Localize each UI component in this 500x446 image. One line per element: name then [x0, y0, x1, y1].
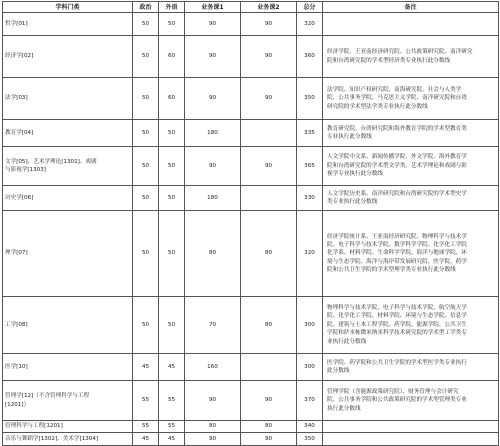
politics-cell: 45 [133, 433, 159, 446]
category-cell: 音乐与舞蹈学[1302]、美术学[1304] [3, 433, 133, 446]
politics-cell: 50 [133, 36, 159, 78]
course2-cell: 90 [241, 433, 297, 446]
politics-cell: 50 [133, 297, 159, 354]
category-cell: 文学[05]、艺术学理论[1301]、戏剧 与影视学[1303] [3, 147, 133, 186]
course2-cell [241, 120, 297, 147]
total-cell: 350 [297, 433, 323, 446]
note-cell: 教育研究院、台湾研究院和海外教育学院的学术型教育类 专业执行此分数线 [323, 120, 499, 147]
politics-cell: 50 [133, 186, 159, 211]
note-cell: 法学院、知识产权研究院、南海研究院、社会与人类学 院、公共事务学院、马克思主义学院、南洋研究院和台湾 研究院的学术型法学类专业执行此分数线 [323, 78, 499, 120]
total-cell: 330 [297, 186, 323, 211]
course2-cell [241, 354, 297, 381]
politics-cell: 50 [133, 147, 159, 186]
table-row [3, 381, 499, 421]
course1-cell: 180 [185, 186, 241, 211]
header-category: 学科门类 [3, 2, 133, 13]
note-cell: 医学院、药学院和公共卫生学院的学术型医学类专业执行 此分数线 [323, 354, 499, 381]
table-row [3, 13, 499, 36]
category-cell: 教育学[04] [3, 120, 133, 147]
note-cell: 经济学院、王亚南经济研究院、公共政策研究院、南洋研究 院和台湾研究院的学术型经济类专业执行此分数线 [323, 36, 499, 78]
course2-cell: 80 [241, 211, 297, 297]
politics-cell: 50 [133, 120, 159, 147]
table-body [3, 13, 499, 446]
table-row [3, 120, 499, 147]
total-cell: 365 [297, 147, 323, 186]
language-cell: 45 [159, 433, 185, 446]
language-cell: 55 [159, 421, 185, 433]
note-cell: 管理学院（含能源政策研究院）、财务管理与会计研究 院、公共事务学院和公共政策研究院的学术型管理类专业 执行此分数线 [323, 381, 499, 421]
table-row [3, 147, 499, 186]
language-cell: 50 [159, 186, 185, 211]
category-cell: 管理科学与工程[1201] [3, 421, 133, 433]
table-row [3, 36, 499, 78]
course1-cell: 80 [185, 421, 241, 433]
header-total: 总分 [297, 2, 323, 13]
language-cell: 50 [159, 211, 185, 297]
course1-cell: 90 [185, 13, 241, 36]
politics-cell: 50 [133, 13, 159, 36]
language-cell: 60 [159, 78, 185, 120]
course1-cell: 180 [185, 120, 241, 147]
language-cell: 50 [159, 147, 185, 186]
language-cell: 45 [159, 354, 185, 381]
table-row [3, 433, 499, 446]
total-cell: 300 [297, 354, 323, 381]
note-cell [323, 433, 499, 446]
course2-cell: 90 [241, 381, 297, 421]
note-cell: 物理科学与技术学院、电子科学与技术学院、航空航天学 院、化学化工学院、材料学院、环境与生态学院、信息学 院、建筑与土木工程学院、药学院、能源学院、公共卫生 学院和萨本栋微米纳米科学技术研究院的学术型工学类专 业执行此分数线 [323, 297, 499, 354]
language-cell: 50 [159, 120, 185, 147]
header-row [3, 2, 499, 13]
course2-cell: 80 [241, 421, 297, 433]
note-cell: 人文学院中文系、新闻传播学院、外文学院、海外教育学 院和台湾研究院的学术型文学类、艺术学理论和戏剧与影 视学专业执行此分数线 [323, 147, 499, 186]
politics-cell: 50 [133, 211, 159, 297]
course1-cell: 90 [185, 147, 241, 186]
category-cell: 工学[08] [3, 297, 133, 354]
score-table [2, 1, 499, 446]
total-cell: 350 [297, 78, 323, 120]
category-cell: 管理学[12]（不含管理科学与工程 [1201]） [3, 381, 133, 421]
total-cell: 335 [297, 120, 323, 147]
course1-cell: 90 [185, 78, 241, 120]
table-row [3, 297, 499, 354]
politics-cell: 50 [133, 78, 159, 120]
language-cell: 55 [159, 381, 185, 421]
course2-cell: 90 [241, 78, 297, 120]
course2-cell: 80 [241, 297, 297, 354]
course1-cell: 90 [185, 381, 241, 421]
category-cell: 经济学[02] [3, 36, 133, 78]
category-cell: 理学[07] [3, 211, 133, 297]
course2-cell: 90 [241, 36, 297, 78]
table-row [3, 186, 499, 211]
total-cell: 360 [297, 36, 323, 78]
language-cell: 60 [159, 36, 185, 78]
total-cell: 370 [297, 381, 323, 421]
total-cell: 320 [297, 13, 323, 36]
course1-cell: 90 [185, 433, 241, 446]
note-cell: 人文学院历史系、南洋研究院和台湾研究院的学术型史学 类专业执行此分数线 [323, 186, 499, 211]
category-cell: 哲学[01] [3, 13, 133, 36]
total-cell: 320 [297, 211, 323, 297]
total-cell: 340 [297, 421, 323, 433]
course2-cell: 90 [241, 147, 297, 186]
course1-cell: 90 [185, 36, 241, 78]
language-cell: 50 [159, 13, 185, 36]
course1-cell: 160 [185, 354, 241, 381]
header-politics: 政治 [133, 2, 159, 13]
header-note: 备注 [323, 2, 499, 13]
category-cell: 历史学[06] [3, 186, 133, 211]
table-row [3, 78, 499, 120]
table-row [3, 211, 499, 297]
politics-cell: 55 [133, 381, 159, 421]
header-language: 外语 [159, 2, 185, 13]
course2-cell: 90 [241, 13, 297, 36]
politics-cell: 45 [133, 354, 159, 381]
course1-cell: 70 [185, 297, 241, 354]
course1-cell: 80 [185, 211, 241, 297]
politics-cell: 55 [133, 421, 159, 433]
category-cell: 法学[03] [3, 78, 133, 120]
total-cell: 300 [297, 297, 323, 354]
language-cell: 50 [159, 297, 185, 354]
category-cell: 医学[10] [3, 354, 133, 381]
header-course1: 业务课1 [185, 2, 241, 13]
note-cell [323, 13, 499, 36]
header-course2: 业务课2 [241, 2, 297, 13]
table-row [3, 354, 499, 381]
course2-cell [241, 186, 297, 211]
note-cell: 经济学院统计系、王亚南经济研究院、物理科学与技术学 院、电子科学与技术学院、数学科学学院、化学化工学院 化学系、材料学院、生命科学学院、海洋与地球学院、环 境与生态学院、海洋与海岸带发展研究院、医学院、药学 院和公共卫生学院的学术型理学类专业执行此分数线 [323, 211, 499, 297]
